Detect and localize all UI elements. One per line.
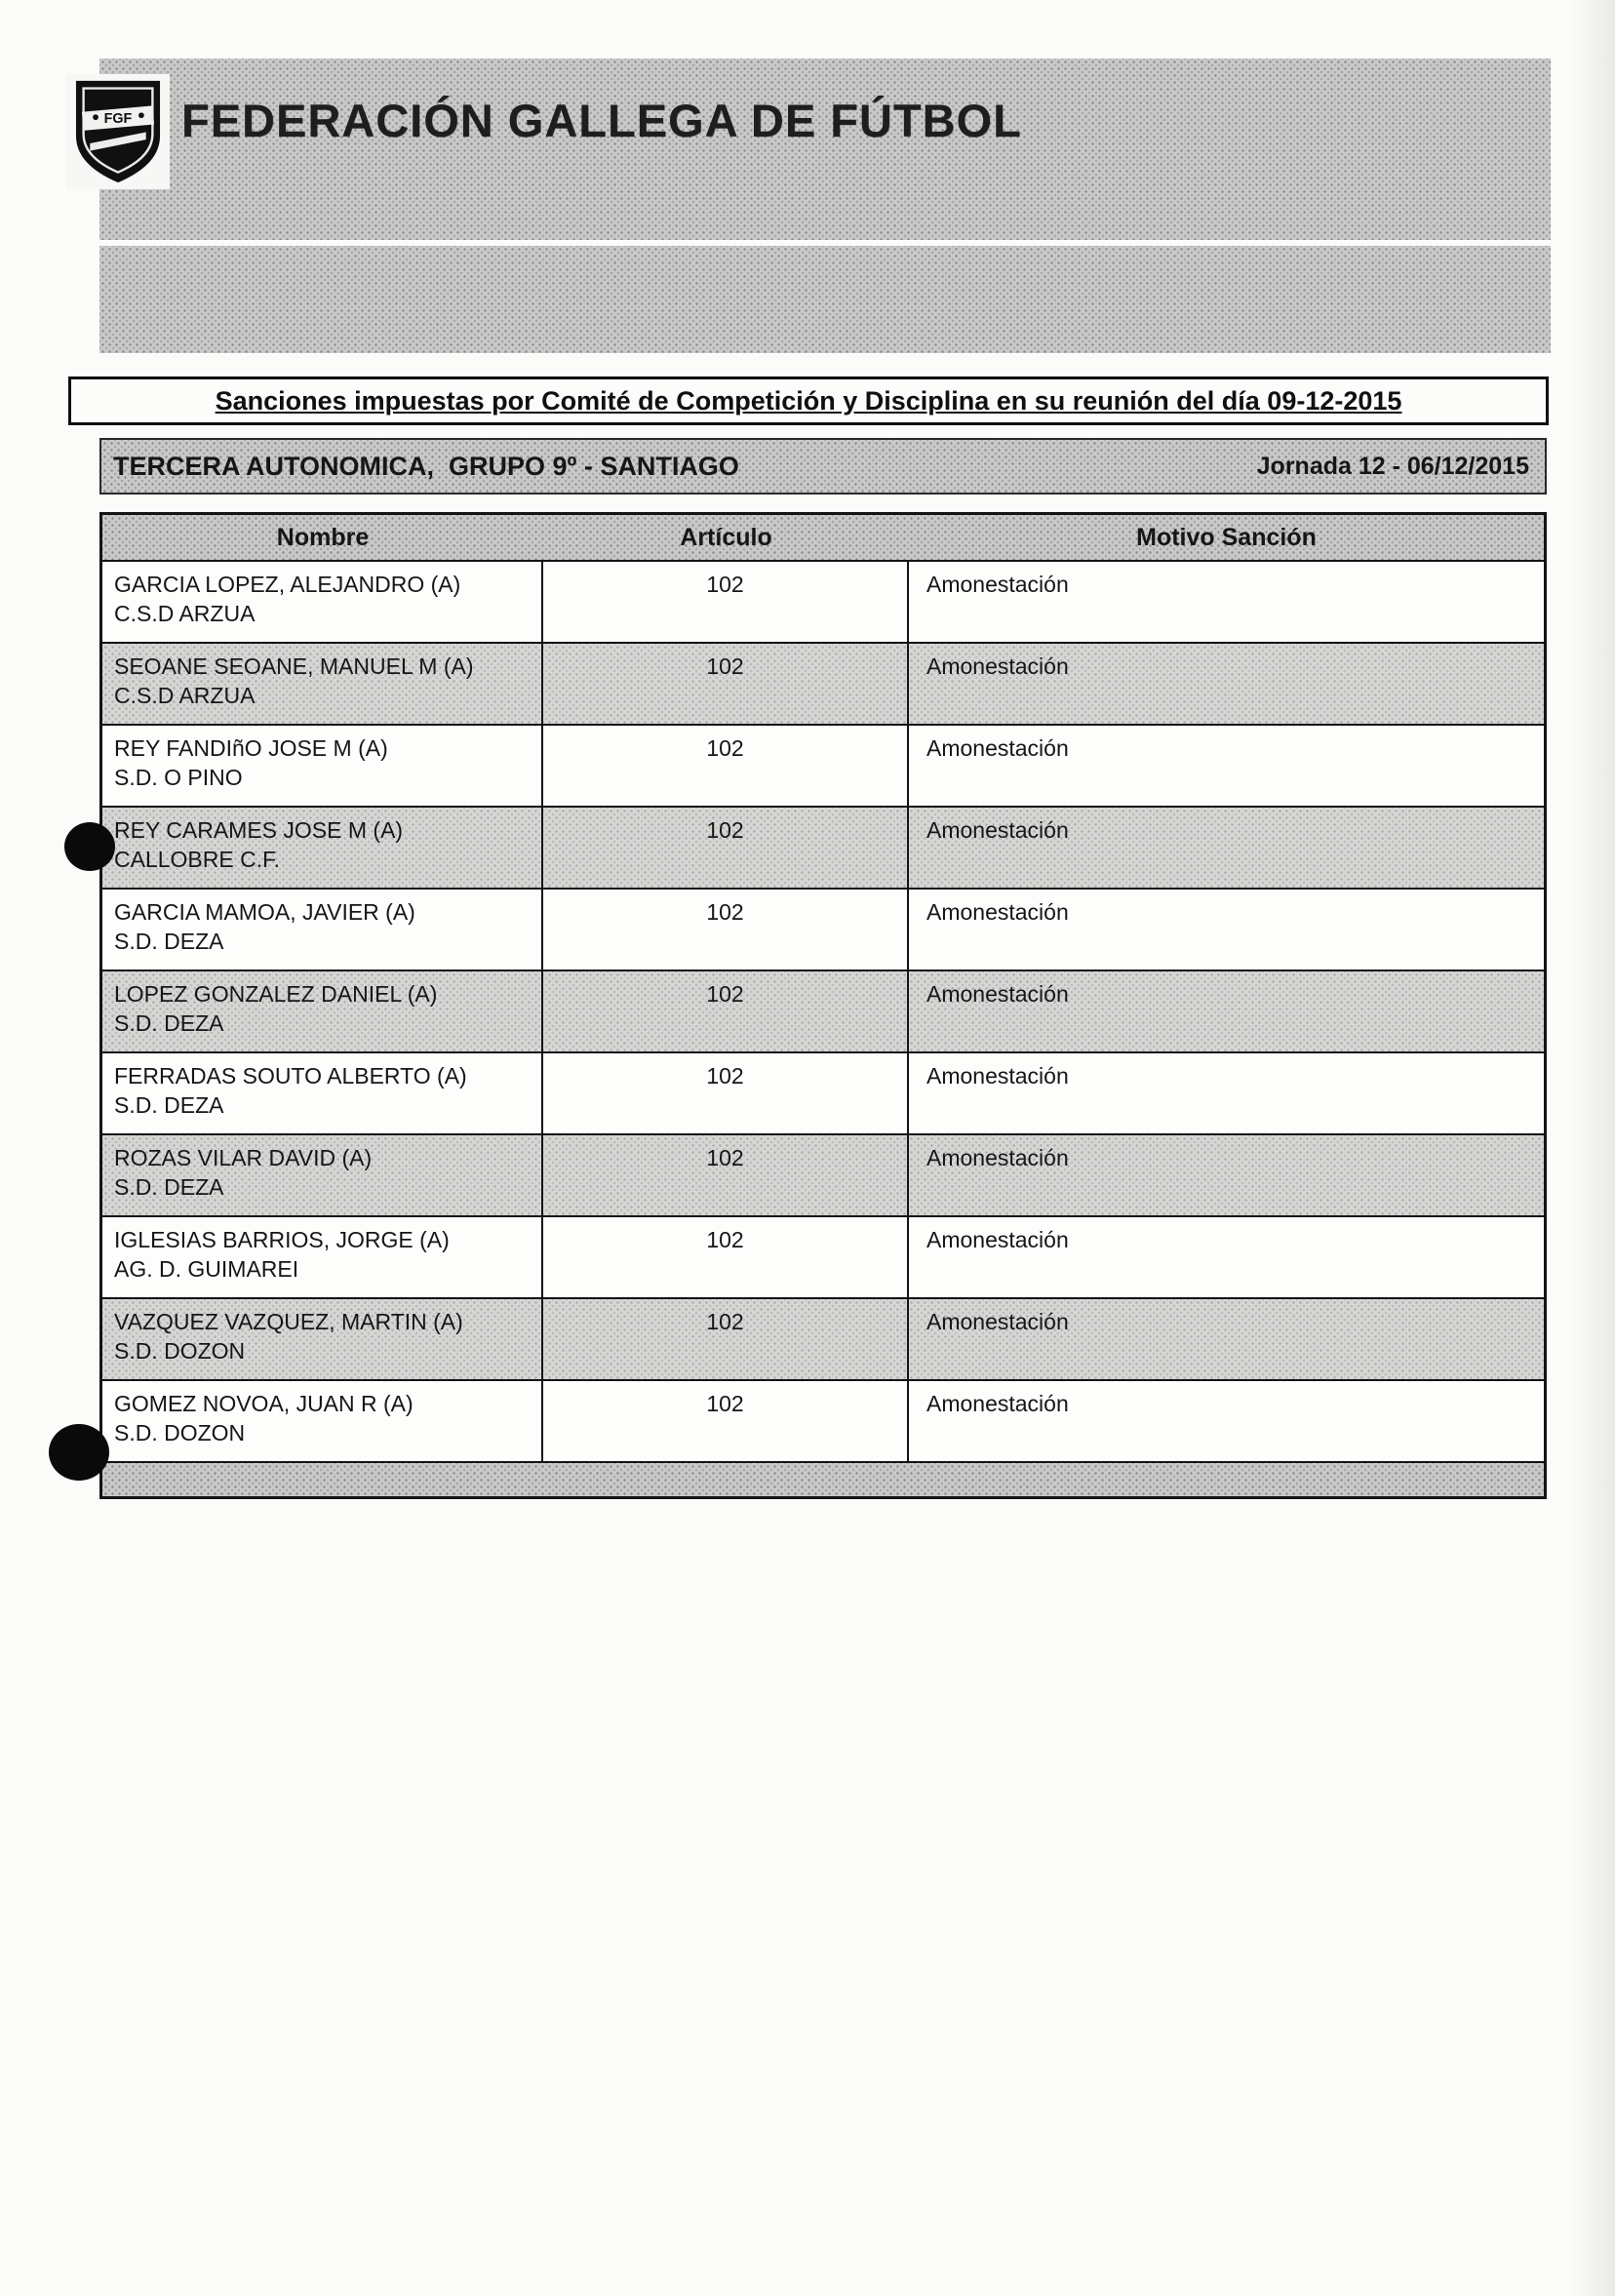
scan-edge-shadow [1570, 0, 1615, 2296]
sanction-reason: Amonestación [926, 653, 1069, 679]
logo-initials: FGF [103, 110, 133, 127]
table-row [102, 1299, 1544, 1381]
table-row [102, 890, 1544, 971]
player-name: LOPEZ GONZALEZ DANIEL (A) [114, 981, 438, 1007]
article-number: 102 [543, 808, 909, 888]
article-number: 102 [543, 1217, 909, 1297]
table-row [102, 1381, 1544, 1463]
article-number: 102 [543, 726, 909, 806]
player-cell [102, 1299, 543, 1379]
table-row [102, 1135, 1544, 1217]
player-name: GOMEZ NOVOA, JUAN R (A) [114, 1391, 414, 1416]
document-title: Sanciones impuestas por Comité de Competición y Disciplina en su reunión del día 09-12-2015 [215, 385, 1402, 416]
player-cell [102, 1381, 543, 1461]
player-name: GARCIA MAMOA, JAVIER (A) [114, 899, 415, 925]
player-cell [102, 971, 543, 1051]
article-number: 102 [543, 1053, 909, 1133]
club-name: S.D. O PINO [114, 765, 243, 790]
player-name: GARCIA LOPEZ, ALEJANDRO (A) [114, 572, 461, 597]
article-number: 102 [543, 971, 909, 1051]
player-name: FERRADAS SOUTO ALBERTO (A) [114, 1063, 467, 1089]
club-name: C.S.D ARZUA [114, 683, 256, 708]
column-header-nombre: Nombre [276, 523, 370, 551]
player-cell [102, 1135, 543, 1215]
club-name: C.S.D ARZUA [114, 601, 256, 626]
table-row [102, 971, 1544, 1053]
punch-hole-mark [49, 1424, 109, 1481]
club-name: AG. D. GUIMAREI [114, 1256, 299, 1282]
document-title-box [68, 376, 1549, 425]
sanction-reason: Amonestación [926, 899, 1069, 925]
competition-bar [99, 438, 1547, 495]
article-number: 102 [543, 890, 909, 970]
player-name: ROZAS VILAR DAVID (A) [114, 1145, 373, 1170]
table-row [102, 1053, 1544, 1135]
punch-hole-mark [64, 822, 115, 871]
header-band-lower [99, 246, 1551, 353]
sanction-reason: Amonestación [926, 1227, 1069, 1252]
sanction-reason: Amonestación [926, 1309, 1069, 1334]
sanction-reason: Amonestación [926, 735, 1069, 761]
article-number: 102 [543, 1299, 909, 1379]
article-number: 102 [543, 1135, 909, 1215]
page-title: FEDERACIÓN GALLEGA DE FÚTBOL [181, 95, 1022, 146]
player-cell [102, 890, 543, 970]
club-name: CALLOBRE C.F. [114, 847, 280, 872]
header-band [99, 59, 1551, 240]
column-header-motivo: Motivo Sanción [1136, 523, 1317, 551]
player-cell [102, 1217, 543, 1297]
shield-icon [70, 78, 166, 185]
player-cell [102, 1053, 543, 1133]
table-body [102, 562, 1544, 1463]
player-name: REY FANDIñO JOSE M (A) [114, 735, 388, 761]
player-cell [102, 726, 543, 806]
sanction-reason: Amonestación [926, 1391, 1069, 1416]
player-name: IGLESIAS BARRIOS, JORGE (A) [114, 1227, 450, 1252]
player-name: REY CARAMES JOSE M (A) [114, 817, 404, 843]
table-row [102, 644, 1544, 726]
federation-logo [66, 74, 170, 189]
table-row [102, 726, 1544, 808]
table-header-row [102, 515, 1544, 562]
player-name: VAZQUEZ VAZQUEZ, MARTIN (A) [114, 1309, 463, 1334]
jornada-date: Jornada 12 - 06/12/2015 [1256, 452, 1529, 480]
competition-name: TERCERA AUTONOMICA, GRUPO 9º - SANTIAGO [113, 451, 739, 481]
club-name: S.D. DOZON [114, 1338, 246, 1364]
club-name: S.D. DEZA [114, 1010, 224, 1036]
article-number: 102 [543, 644, 909, 724]
article-number: 102 [543, 562, 909, 642]
player-cell [102, 808, 543, 888]
club-name: S.D. DEZA [114, 1092, 224, 1118]
table-row [102, 1217, 1544, 1299]
sanctions-table [99, 512, 1547, 1499]
player-cell [102, 562, 543, 642]
article-number: 102 [543, 1381, 909, 1461]
column-header-articulo: Artículo [680, 523, 772, 551]
sanction-reason: Amonestación [926, 1145, 1069, 1170]
club-name: S.D. DOZON [114, 1420, 246, 1445]
club-name: S.D. DEZA [114, 929, 224, 954]
sanction-reason: Amonestación [926, 981, 1069, 1007]
player-cell [102, 644, 543, 724]
sanction-reason: Amonestación [926, 817, 1069, 843]
club-name: S.D. DEZA [114, 1174, 224, 1200]
table-row [102, 562, 1544, 644]
sanction-reason: Amonestación [926, 572, 1069, 597]
player-name: SEOANE SEOANE, MANUEL M (A) [114, 653, 474, 679]
sanction-reason: Amonestación [926, 1063, 1069, 1089]
table-row [102, 808, 1544, 890]
table-footer-bar [102, 1463, 1544, 1496]
